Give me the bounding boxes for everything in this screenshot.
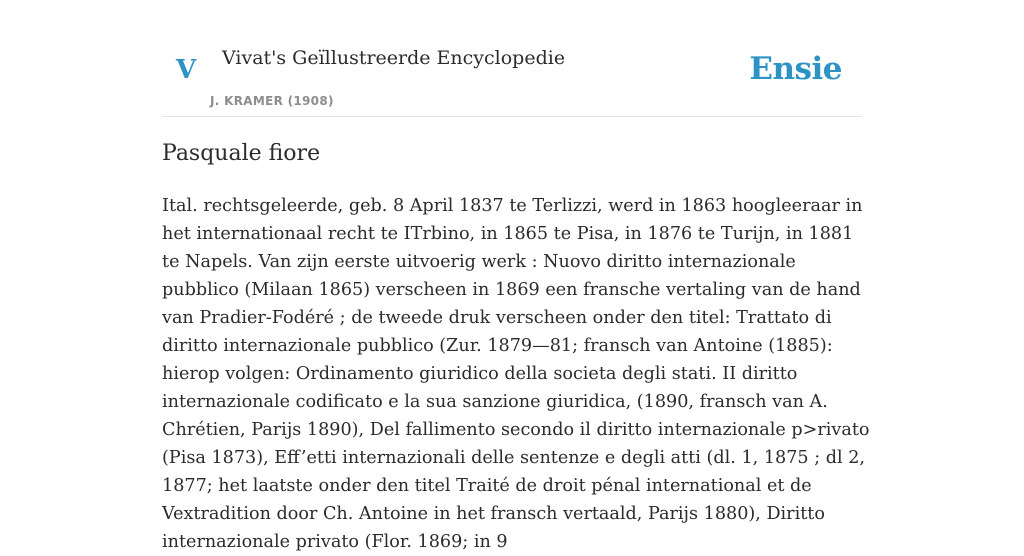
ensie-logo[interactable]: Ensie [749, 51, 842, 87]
source-header [162, 0, 862, 117]
entry-title: Pasquale fiore [162, 141, 321, 166]
source-title-link[interactable]: Vivat's Geïllustreerde Encyclopedie [222, 47, 566, 69]
source-author: J. KRAMER (1908) [210, 94, 334, 108]
entry-body-text: Ital. rechtsgeleerde, geb. 8 April 1837 te Terlizzi, werd in 1863 hoogleeraar in het internationaal recht te ITrbino, in 1865 te Pisa, in 1876 te Turijn, in 1881 te Napels. Van zijn eerste uitvoerig werk : Nuovo diritto internazionale pubblico (Milaan 1865) verscheen in 1869 een fransche vertaling van de hand van Pradier-Fodéré ; de tweede druk verscheen onder den titel: Trattato di diritto internazionale pubblico (Zur. 1879—81; fransch van Antoine (1885): hierop volgen: Ordinamento giuridico della societa degli stati. II diritto internazionale codificato e la sua sanzione giuridica, (1890, fransch van A. Chrétien, Parijs 1890), Del fallimento secondo il diritto internazionale p>rivato (Pisa 1873), Eff’etti internazionali delle sentenze e degli atti (dl. 1, 1875 ; dl 2, 1877; het laatste onder den titel Traité de droit pénal international et de Vextradition door Ch. Antoine in het fransch vertaald, Parijs 1880), Diritto internazionale privato (Flor. 1869; in 9 [162, 196, 870, 552]
source-initial-icon[interactable]: V [176, 55, 197, 85]
